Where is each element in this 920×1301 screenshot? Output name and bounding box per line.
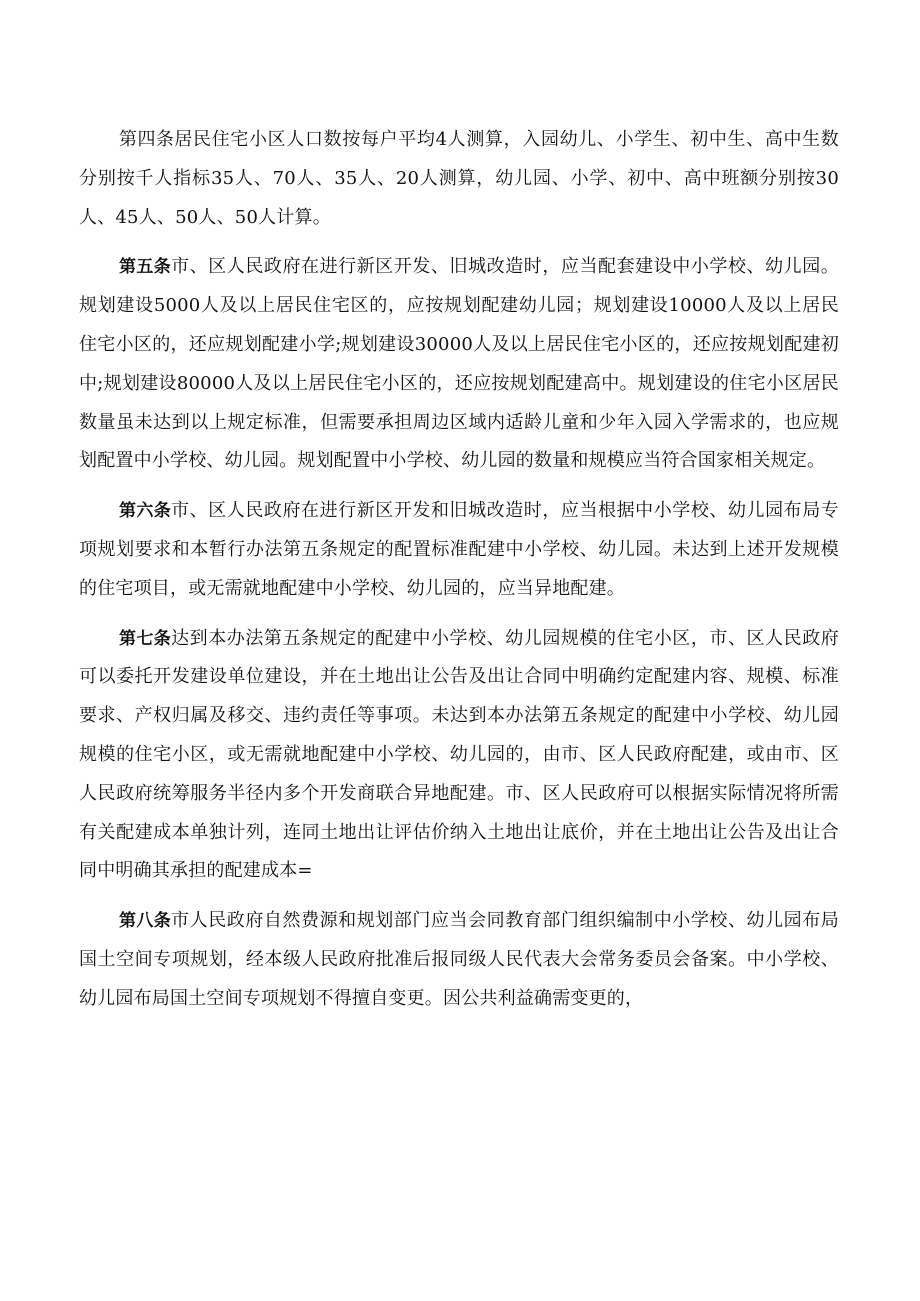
article-4-label: 第四条: [119, 129, 175, 150]
article-5-label: 第五条: [119, 257, 172, 278]
article-6-text: 市、区人民政府在进行新区开发和旧城改造时，应当根据中小学校、幼儿园布局专项规划要求和本暂行办法第五条规定的配置标准配建中小学校、幼儿园。未达到上述开发规模的住宅项目，或无需就地配建中小学校、幼儿园的，应当异地配建。: [79, 500, 839, 599]
article-4-paragraph: [79, 121, 839, 237]
document-body: [79, 121, 839, 1030]
article-8-paragraph: [79, 902, 839, 1018]
article-8-label: 第八条: [119, 911, 172, 932]
article-6-label: 第六条: [119, 501, 172, 522]
article-5-text: 市、区人民政府在进行新区开发、旧城改造时，应当配套建设中小学校、幼儿园。规划建设5000人及以上居民住宅区的，应按规划配建幼儿园；规划建设10000人及以上居民住宅小区的，还应规划配建小学;规划建设30000人及以上居民住宅小区的，还应按规划配建初中;规划建设80000人及以上居民住宅小区的，还应按规划配建高中。规划建设的住宅小区居民数量虽未达到以上规定标准，但需要承担周边区域内适龄儿童和少年入园入学需求的，也应规划配置中小学校、幼儿园。规划配置中小学校、幼儿园的数量和规模应当符合国家相关规定。: [79, 256, 839, 472]
article-7-text: 达到本办法第五条规定的配建中小学校、幼儿园规模的住宅小区，市、区人民政府可以委托开发建设单位建设，并在土地出让公告及出让合同中明确约定配建内容、规模、标准要求、产权归属及移交、违约责任等事项。未达到本办法第五条规定的配建中小学校、幼儿园规模的住宅小区，或无需就地配建中小学校、幼儿园的，由市、区人民政府配建，或由市、区人民政府统筹服务半径内多个开发商联合异地配建。市、区人民政府可以根据实际情况将所需有关配建成本单独计列，连同土地出让评估价纳入土地出让底价，并在土地出让公告及出让合同中明确其承担的配建成本=: [79, 627, 839, 882]
article-5-paragraph: [79, 248, 839, 481]
article-4-text: 居民住宅小区人口数按每户平均4人测算，入园幼儿、小学生、初中生、高中生数分别按千人指标35人、70人、35人、20人测算，幼儿园、小学、初中、高中班额分别按30人、45人、50人、50人计算。: [79, 129, 839, 228]
article-7-label: 第七条: [119, 628, 172, 649]
article-6-paragraph: [79, 492, 839, 608]
article-8-text: 市人民政府自然费源和规划部门应当会同教育部门组织编制中小学校、幼儿园布局国土空间专项规划，经本级人民政府批准后报同级人民代表大会常务委员会备案。中小学校、幼儿园布局国土空间专项规划不得擅自变更。因公共利益确需变更的，: [79, 910, 839, 1009]
article-7-paragraph: [79, 620, 839, 892]
